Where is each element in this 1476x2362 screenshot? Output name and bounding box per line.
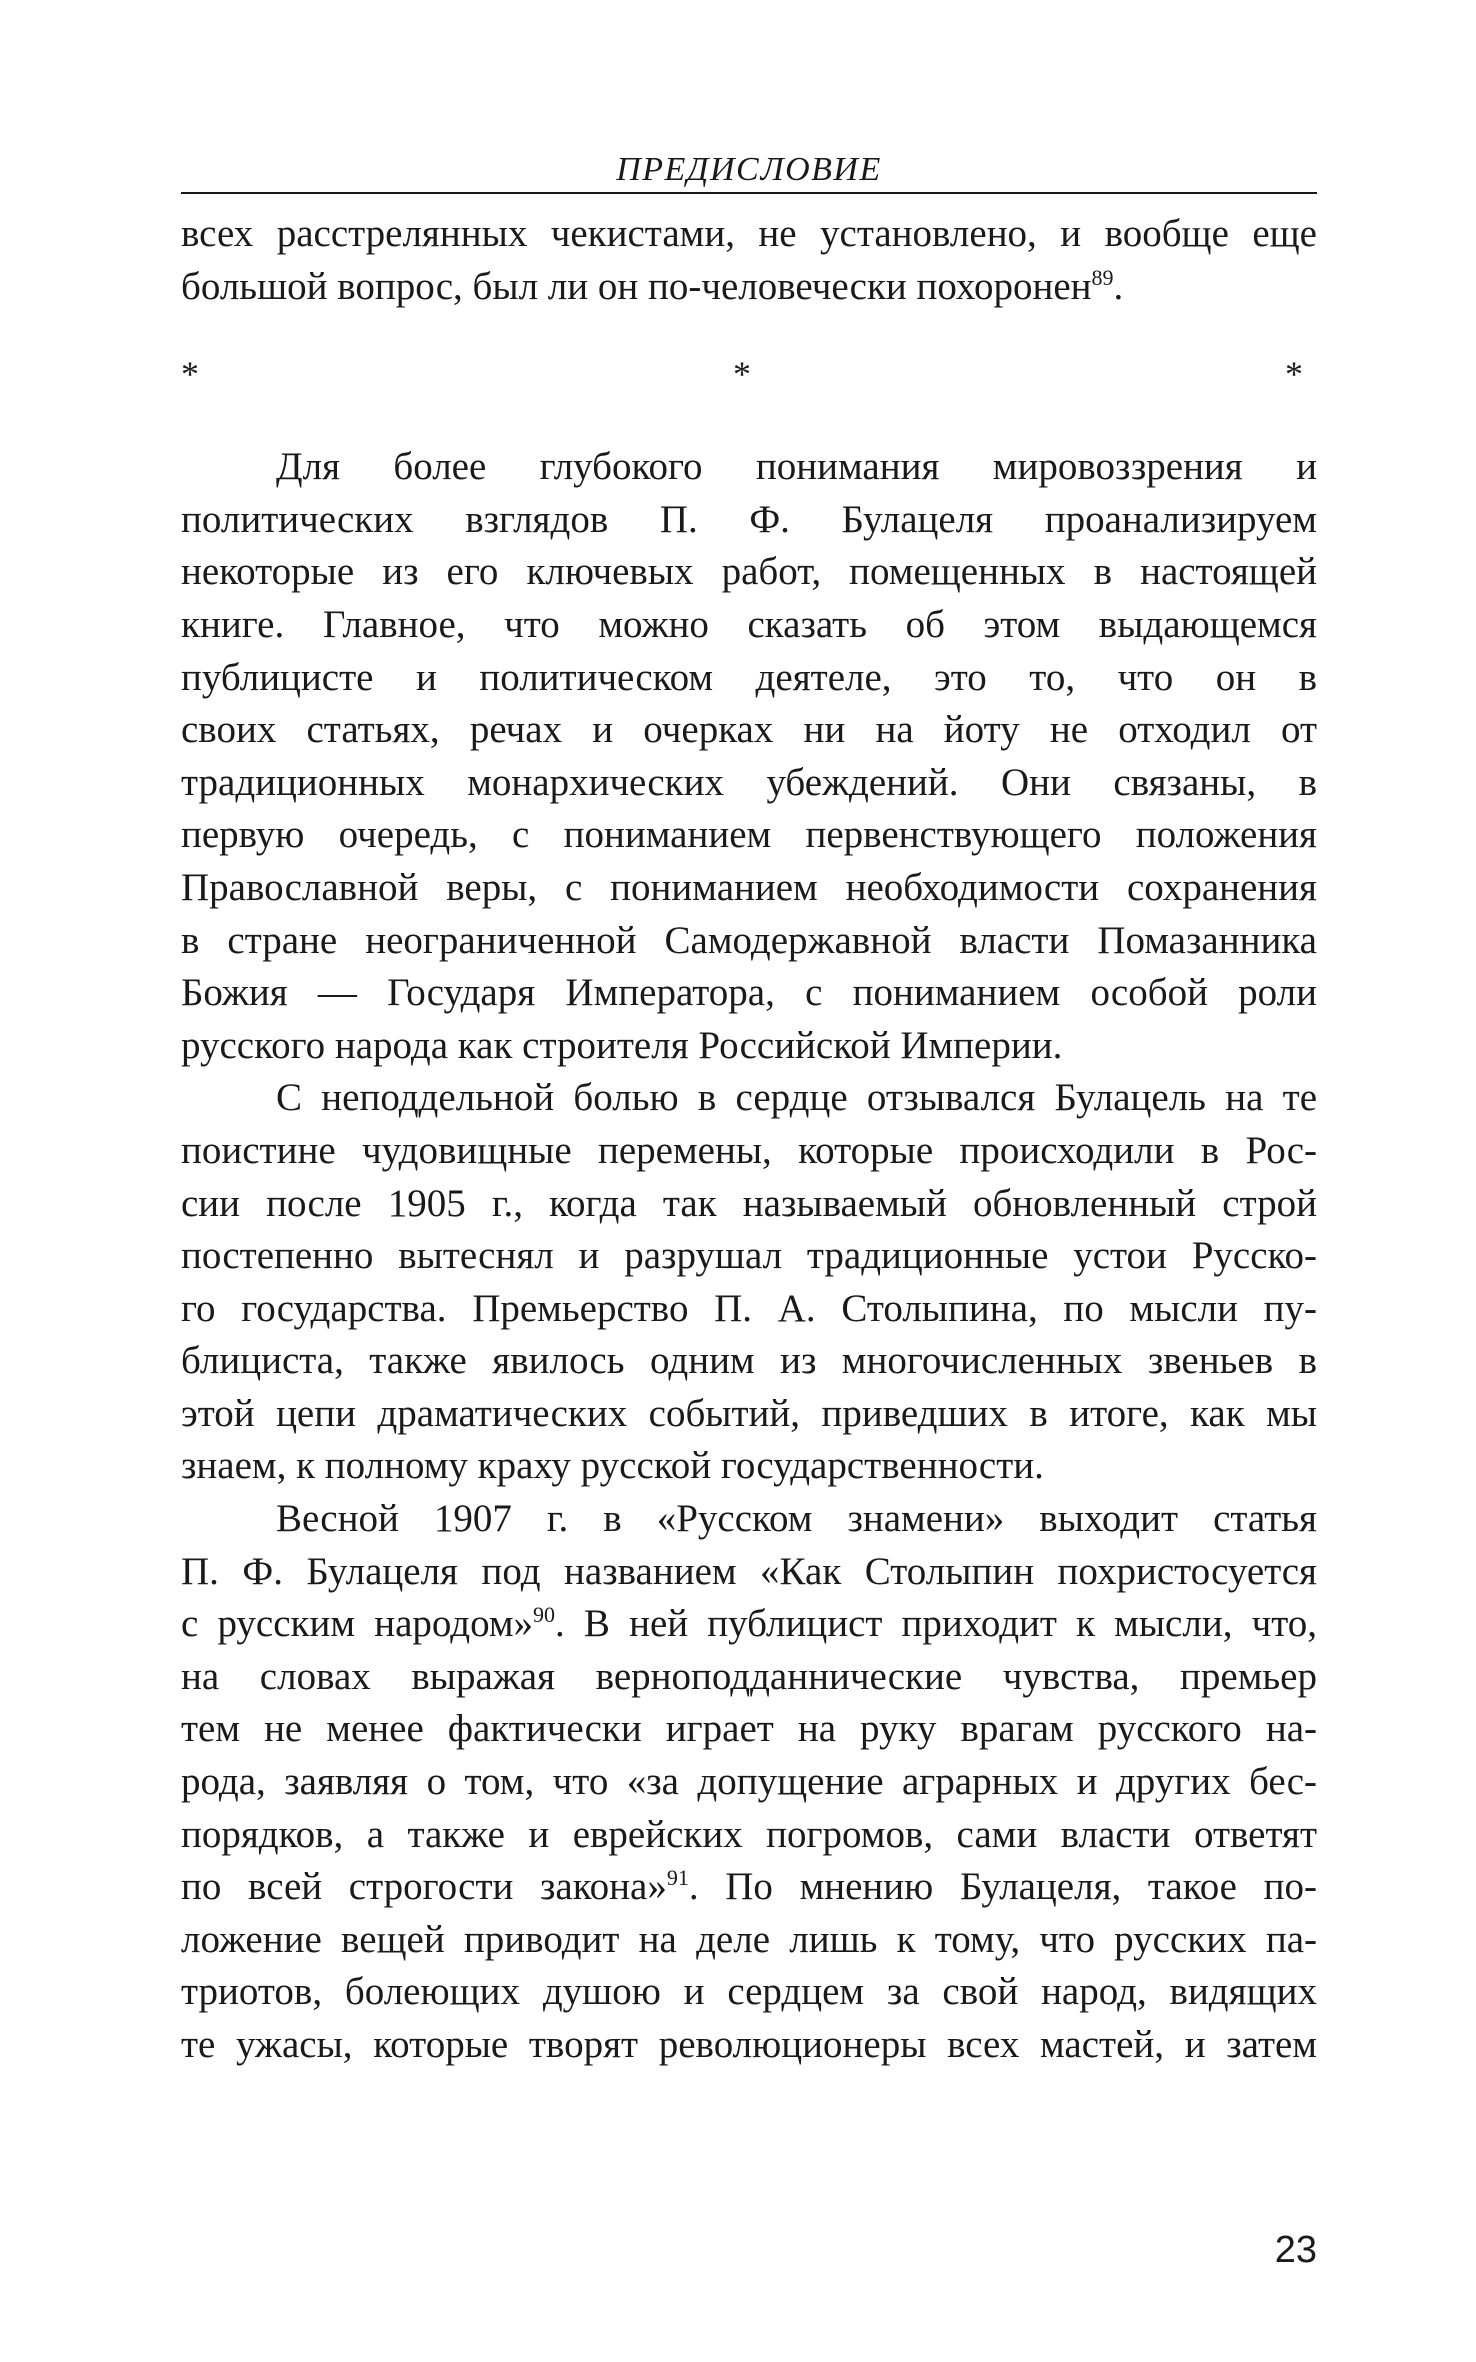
text-fragment: . По мнению Булацеля, такое по- bbox=[688, 1865, 1317, 1909]
section-separator: * * * bbox=[181, 354, 1317, 395]
text-line: политических взглядов П. Ф. Булацеля проанализируем bbox=[181, 497, 1317, 541]
footnote-ref: 89 bbox=[1091, 264, 1114, 290]
footnote-ref: 90 bbox=[533, 1602, 556, 1628]
book-page bbox=[181, 150, 1317, 2072]
text-line: ложение вещей приводит на деле лишь к тому, что русских па- bbox=[181, 1917, 1317, 1961]
text-line: в стране неограниченной Самодержавной власти Помазанника bbox=[181, 918, 1317, 962]
text-line: сии после 1905 г., когда так называемый обновленный строй bbox=[181, 1181, 1317, 1225]
text-line: порядков, а также и еврейских погромов, сами власти ответят bbox=[181, 1812, 1317, 1856]
text-fragment: с русским народом» bbox=[181, 1602, 534, 1646]
text-line: книге. Главное, что можно сказать об этом выдающемся bbox=[181, 602, 1317, 646]
text-line: всех расстрелянных чекистами, не установлено, и вообще еще bbox=[181, 212, 1317, 255]
text-line: рода, заявляя о том, что «за допущение аграрных и других бес- bbox=[181, 1760, 1317, 1804]
text-line: триотов, болеющих душою и сердцем за свой народ, видящих bbox=[181, 1970, 1317, 2014]
page-number: 23 bbox=[1274, 2229, 1317, 2271]
text-line bbox=[181, 1861, 1317, 1914]
body-text bbox=[181, 208, 1317, 2072]
text-line: Божия — Государя Императора, с пониманием особой роли bbox=[181, 971, 1317, 1015]
footnote-ref: 91 bbox=[666, 1865, 689, 1891]
text-fragment: большой вопрос, был ли он по-человечески похоронен bbox=[181, 264, 1092, 308]
paragraph bbox=[181, 1072, 1317, 1493]
text-line: своих статьях, речах и очерках ни на йоту не отходил от bbox=[181, 708, 1317, 752]
text-line: Весной 1907 г. в «Русском знамени» выходит статья bbox=[276, 1497, 1317, 1541]
text-line: постепенно вытеснял и разрушал традиционные устои Русско- bbox=[181, 1234, 1317, 1278]
text-line: поистине чудовищные перемены, которые происходили в Рос- bbox=[181, 1128, 1317, 1172]
text-line: те ужасы, которые творят революционеры всех мастей, и затем bbox=[181, 2023, 1317, 2066]
running-header: ПРЕДИСЛОВИЕ bbox=[181, 150, 1317, 194]
text-line: некоторые из его ключевых работ, помещенных в настоящей bbox=[181, 550, 1317, 594]
text-line: Для более глубокого понимания мировоззрения и bbox=[276, 445, 1317, 489]
text-line: С неподдельной болью в сердце отзывался Булацель на те bbox=[276, 1076, 1317, 1120]
text-line: П. Ф. Булацеля под названием «Как Столыпин похристосуется bbox=[181, 1549, 1317, 1593]
text-line: го государства. Премьерство П. А. Столыпина, по мысли пу- bbox=[181, 1286, 1317, 1330]
text-line: тем не менее фактически играет на руку врагам русского на- bbox=[181, 1707, 1317, 1751]
text-line: блициста, также явилось одним из многочисленных звеньев в bbox=[181, 1339, 1317, 1383]
text-line: традиционных монархических убеждений. Они связаны, в bbox=[181, 760, 1317, 804]
text-line: знаем, к полному краху русской государственности. bbox=[181, 1444, 1044, 1488]
paragraph bbox=[181, 1493, 1317, 2072]
text-line bbox=[181, 261, 1317, 314]
text-line: Православной веры, с пониманием необходимости сохранения bbox=[181, 865, 1317, 909]
text-line: на словах выражая верноподданнические чувства, премьер bbox=[181, 1654, 1317, 1698]
text-line: этой цепи драматических событий, приведших в итоге, как мы bbox=[181, 1391, 1317, 1435]
text-line: публицисте и политическом деятеле, это то, что он в bbox=[181, 655, 1317, 699]
text-fragment: по всей строгости закона» bbox=[181, 1865, 667, 1909]
text-line bbox=[181, 1598, 1317, 1651]
text-line: первую очередь, с пониманием первенствующего положения bbox=[181, 813, 1317, 857]
paragraph-continuation bbox=[181, 208, 1317, 313]
text-fragment: . В ней публицист приходит к мысли, что, bbox=[555, 1602, 1317, 1646]
text-fragment: . bbox=[1113, 264, 1124, 308]
text-line: русского народа как строителя Российской Империи. bbox=[181, 1023, 1063, 1067]
paragraph bbox=[181, 441, 1317, 1072]
